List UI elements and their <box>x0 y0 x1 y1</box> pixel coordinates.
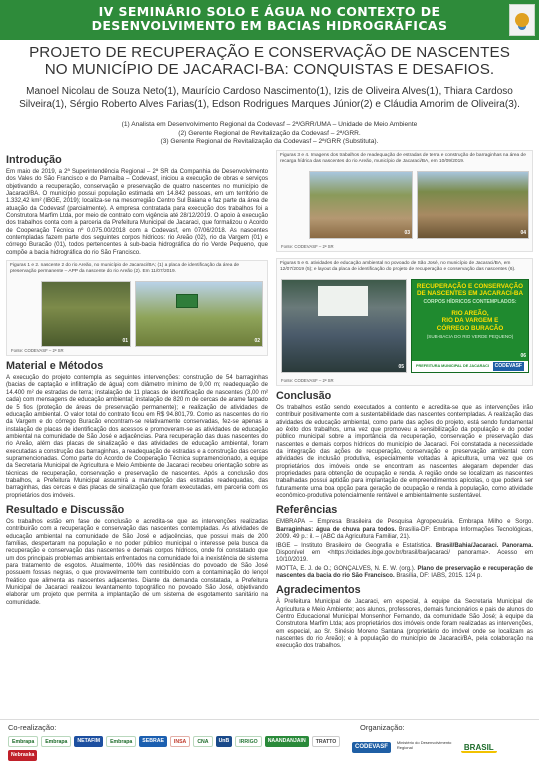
figure-1-2-source: Fonte: CODEVASF – 2ª SR <box>11 347 64 353</box>
results-heading: Resultado e Discussão <box>6 503 125 516</box>
ref3-c: Brasília, DF: IABS, 2015. 124 p. <box>394 572 483 579</box>
results-text: Os trabalhos estão em fase de conclusão e acredita-se que as intervenções realizadas contribuirão com a recuperação e conservação das nascentes contempladas. As atividades de educação ambiental na comunidade de São José e adjacências, que possui mais de 200 famílias, despertaram na população e no poder público municipal o interesse pela busca da recuperação e conservação das nascentes e demais corpos hídricos, onde foi constatado que um dos principais problemas ambientais enfrentados na comunidade foi a inexistência de sistema para tratamento de esgotos. Atualmente, 100% das residências do povoado de São José possuem fossas negras, o que provavelmente tem contribuído com a contaminação do lençol freático que alimenta as nascentes adjacentes. Diante da demanda constatada, a Prefeitura Municipal de Jacaraci realizou levantamento topográfico no povoado São José, objetivando elaborar um projeto que permita a implantação de um sistema de esgotamento sanitário na comunidade. <box>6 518 268 606</box>
organization-logos <box>352 740 534 754</box>
ref3-b: Plano de preservação e recuperação de nascentes da bacia do rio São Francisco. <box>276 565 533 579</box>
photo-nascente <box>41 281 131 347</box>
logo-brasil: BRASIL <box>461 742 497 753</box>
ref2-c: Disponível em <https://cidades.ibge.gov.br/brasil/ba/jacaraci/ panorama>. Acesso em 10/10/2019. <box>276 549 533 564</box>
corealization-label: Co-realização: <box>8 723 57 732</box>
methods-text: A execução do projeto contempla as seguintes intervenções: construção de 54 barraginhas (bacias de captação e infiltração de água) com diâmetro mínimo de 9,00 m; readequação de 14.400 m² de estradas de terra; instalação de 11 placas de identificação de nascentes (3,00 m² cada) com mensagens de educação ambiental; instalação de 820 m de cercas de arame farpado de 5 fios (proteção de áreas de preservação permanente); e realização de atividades de educação ambiental. O valor total do contrato ficou em R$ 94.801,79. Como as nascentes do rio da Vargem e do córrego Buracão encontram-se relativamente conservadas, fez-se apenas a instalação de placas de identificação dos acessos e promoveram-se as atividades de educação ambiental na comunidade de São José e adjacências. Para recuperação das duas nascentes do rio Areão, além das placas de sinalização e das atividades de educação ambiental, foram executadas a construção das barraginhas, a readequação de estradas e a construção das cercas supramencionadas. Como parte do Acordo de Cooperação Técnica supramencionado, a equipe da Secretaria Municipal de Agricultura e Meio Ambiente de Jacaraci recebeu orientação sobre as técnicas de recuperação, conservação e preservação de nascentes. Após a conclusão dos trabalhos, a Prefeitura Municipal assumirá a manutenção das estradas readequadas, das barraginhas, das cercas e das placas de sinalização que foram executadas, em parceria com os proprietários dos imóveis. <box>6 375 268 499</box>
photo-educacao-ambiental <box>281 279 407 373</box>
logo-unb: UnB <box>216 736 233 747</box>
photo-estrada <box>309 171 413 239</box>
logo-cna: CNA <box>193 736 212 747</box>
logo-naandanjain: NAANDANJAIN <box>265 736 309 747</box>
logo-tratto: TRATTO <box>312 736 341 747</box>
organization-label: Organização: <box>360 723 405 732</box>
affiliation-1: (1) Analista em Desenvolvimento Regional da Codevasf – 2ª/GRR/UMA – Unidade de Meio Ambiente <box>121 121 418 128</box>
board-p1: RIO AREÃO, <box>451 309 489 317</box>
figure-5-6-caption: Figuras 5 e 6. atividades de educação ambiental no povoado de São José, no município de Jacaraci/BA, em 12/07/2019 (5); e layout da placa de identificação do projeto de recuperação e conservação das nascentes (6). <box>280 261 516 272</box>
photo-number-1: 01 <box>122 337 128 344</box>
thanks-heading: Agradecimentos <box>276 584 361 597</box>
ref2-a: IBGE – Instituto Brasileiro de Geografia e Estatística. <box>276 542 433 549</box>
affiliation-2: (2) Gerente Regional de Revitalização da Codevasf – 2ª/GRR. <box>178 129 361 137</box>
photo-placa <box>135 281 263 347</box>
photo-barraginha <box>417 171 529 239</box>
thanks-text: À Prefeitura Municipal de Jacaraci, em especial, à equipe da Secretaria Municipal de Agricultura e Meio Ambiente; aos alunos, professores, demais funcionários e pais de alunos do Centro Educacional Municipal Monsenhor Fernando, da comunidade São José; à equipe da Construtora Marfim Ltda; aos proprietários dos imóveis onde foram realizadas as intervenções, em especial, ao Sr. Sinésio Moreno Santana (proprietário do imóvel onde se localizam as nascentes do rio Areão); e à população do município de Jacaraci/BA, pela colaboração na execução dos trabalhos. <box>276 599 533 650</box>
ref1-c: Brasília-DF: Embrapa Informações Tecnológicas, 2009. 49 p.: il. – (ABC da Agricultura Familiar, 21). <box>276 526 533 541</box>
title-line-1: PROJETO DE RECUPERAÇÃO E CONSERVAÇÃO DE NASCENTES <box>29 44 510 61</box>
board-footer-left: PREFEITURA MUNICIPAL DE JACARACI <box>416 363 489 368</box>
logo-irrigo: IRRIGO <box>235 736 261 747</box>
figure-3-4-caption: Figuras 3 e 4. Imagens dos trabalhos de readequação de estradas de terra e construção de barraginhas na área de recarga hídrica das nascentes do rio Areão, município de Jacaraci/BA, em 10/09/2019. <box>280 153 526 164</box>
ref3-a: MOTTA, E. J. de O.; GONÇALVES, N. E. W. (org.). <box>276 565 416 572</box>
intro-heading: Introdução <box>6 154 62 166</box>
sponsors-footer <box>0 719 539 768</box>
poster-title <box>10 44 529 78</box>
logo-sebrae: SEBRAE <box>139 736 167 747</box>
board-water-bodies <box>412 310 528 333</box>
figure-1-2-caption: Figuras 1 e 2. nascente 2 do rio Areão, no município de Jacaraci/BA; (1) a placa de identificação da área de preservação permanente – APP da nascente do rio Areão (2). Em 11/07/2019. <box>10 263 240 274</box>
ref2-b: Brasil/Bahia/Jacaraci. Panorama. <box>432 542 533 549</box>
project-sign-layout <box>411 279 529 373</box>
board-tag: (SUB-BACIA DO RIO VERDE PEQUENO) <box>426 334 514 340</box>
board-subheading: CORPOS HÍDRICOS CONTEMPLADOS: <box>423 299 517 306</box>
photo-number-5: 05 <box>398 363 404 370</box>
figure-1-2 <box>6 260 268 356</box>
event-logo-icon <box>509 4 535 36</box>
projection-screen <box>318 286 368 316</box>
figure-3-4-source: Fonte: CODEVASF – 2ª SR <box>281 243 334 249</box>
figure-5-6-source: Fonte: CODEVASF – 2ª SR <box>281 377 334 383</box>
photo-number-4: 04 <box>520 229 526 236</box>
corealization-logos <box>8 736 348 761</box>
board-footer-right: CODEVASF <box>493 362 524 371</box>
authors-line-1: Manoel Nicolau de Souza Neto(1), Maurício Cardoso Nascimento(1), Izis de Oliveira Alves(1), Thiara Cardoso <box>26 86 513 97</box>
board-footer <box>412 361 528 372</box>
figure-3-4 <box>276 150 533 252</box>
conclusion-text: Os trabalhos estão sendo executados a contento e acredita-se que as intervenções irão contribuir positivamente com a sustentabilidade das nascentes contempladas. A realização das atividades de educação ambiental, como parte das ações do projeto, está sendo fundamental ao êxito dos trabalhos, uma vez que promoveu a sensibilização da população e do poder público municipal sobre a importância da recuperação, conservação e preservação das nascentes e demais corpos hídricos do município de Jacaraci. Foi constatada a necessidade da integração das ações de recuperação, conservação e preservação ambiental com atividades de inclusão produtiva, especialmente voltadas à apicultura, uma vez que os proprietários dos imóveis onde se encontram as nascentes alegaram depender das propriedades para obtenção de ocupação e renda. A região onde se localizam as nascentes trabalhadas possui aptidão para implantação de empreendimentos apícolas, o que poderá ser futuramente uma boa opção para geração de ocupação e renda à população, como atividade econômico-produtiva potencialmente rentável e ambientalmente sustentável. <box>276 405 533 500</box>
ref1-b: Barraginhas: água de chuva para todos. <box>276 526 397 533</box>
affiliation-3: (3) Gerente Regional de Revitalização da Codevasf – 2ª/GRR (Substituta). <box>160 138 379 146</box>
reference-3 <box>276 566 533 581</box>
affiliations <box>8 121 531 147</box>
reference-1 <box>276 519 533 541</box>
event-banner <box>0 0 539 40</box>
right-column <box>276 150 533 652</box>
references-heading: Referências <box>276 504 338 517</box>
photo-number-2: 02 <box>254 337 260 344</box>
placa-sign <box>176 294 198 308</box>
methods-heading: Material e Métodos <box>6 360 104 373</box>
logo-netafim: NETAFIM <box>74 736 103 747</box>
logo-embrapa-1: Embrapa <box>8 736 38 747</box>
ref1-a: EMBRAPA – Empresa Brasileira de Pesquisa Agropecuária. Embrapa Milho e Sorgo. <box>276 519 533 526</box>
logo-codevasf: CODEVASF <box>352 742 391 753</box>
logo-nebraska: Nebraska <box>8 750 37 761</box>
logo-ministerio: Ministério do Desenvolvimento Regional <box>396 740 452 750</box>
board-heading: RECUPERAÇÃO E CONSERVAÇÃO DE NASCENTES EM JACARACI-BA <box>416 283 524 298</box>
banner-line-1: IV SEMINÁRIO SOLO E ÁGUA NO CONTEXTO DE <box>98 4 441 19</box>
logo-embrapa-3: Embrapa <box>106 736 136 747</box>
logo-embrapa-2: Embrapa <box>41 736 71 747</box>
banner-line-2: DESENVOLVIMENTO EM BACIAS HIDROGRÁFICAS <box>91 18 448 33</box>
board-p2: RIO DA VARGEM E <box>441 317 499 325</box>
photo-number-3: 03 <box>404 229 410 236</box>
board-p3: CÓRREGO BURACÃO <box>436 324 504 332</box>
photo-number-6: 06 <box>520 352 526 359</box>
figure-5-6 <box>276 258 533 386</box>
left-column <box>6 150 268 608</box>
conclusion-heading: Conclusão <box>276 390 332 402</box>
reference-2 <box>276 543 533 565</box>
title-line-2: NO MUNICÍPIO DE JACARACI-BA: CONQUISTAS E DESAFIOS. <box>44 61 495 78</box>
authors <box>8 86 531 111</box>
authors-line-2: Silveira(1), Sérgio Roberto Alves Farias(1), Edson Rodrigues Marques Júnior(2) e Cláudia Amorim de Oliveira(3). <box>19 98 520 110</box>
logo-insa: INSA <box>170 736 190 747</box>
intro-text: Em maio de 2019, a 2ª Superintendência Regional – 2ª SR da Companhia de Desenvolvimento dos Vales do São Francisco e do Parnaíba – Codevasf, iniciou a execução de obras e serviços objetivando a recuperação, conservação e preservação de quatro nascentes no município de Jacaraci/BA. O município possui população estimada em 14.842 pessoas, em um território de 1.332,42 km² (IBGE, 2019); localiza-se na mesorregião Centro Sul Baiana e faz parte da área de atuação da Codevasf (parcialmente). A empresa contratada para execução dos trabalhos foi a Construtora Marfim Ltda, por meio de contrato com vigência até 28/12/2019. O apoio à execução dos trabalhos conta com a parceria da Prefeitura Municipal de Jacaraci, que formalizou o Acordo de Cooperação Técnica nº 0.075.00/2018 com a Codevasf, em 07/06/2018. As nascentes contempladas fazem parte dos seguintes corpos hídricos: rio Areão (02), rio da Vargem (01) e córrego Buracão (01), todos pertencentes à sub-bacia hidrográfica do rio Verde Pequeno, que compõe a bacia hidrográfica do rio São Francisco. <box>6 169 268 256</box>
